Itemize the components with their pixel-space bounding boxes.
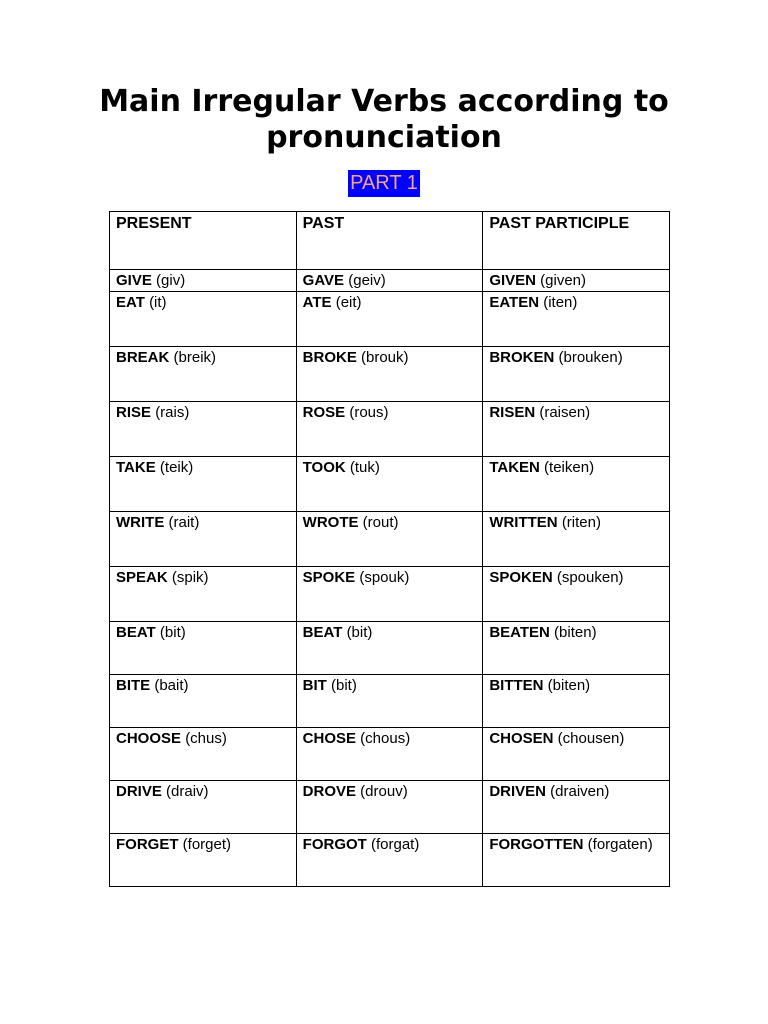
verb-pronunciation: (teiken) [544, 459, 595, 476]
verb-pronunciation: (rous) [349, 404, 389, 421]
verb-pronunciation: (eit) [335, 294, 362, 311]
verb-word: CHOSEN [489, 730, 554, 747]
verb-word: GIVE [116, 272, 152, 289]
verb-pronunciation: (bait) [154, 677, 189, 694]
verb-word: BITE [116, 677, 151, 694]
verb-pronunciation: (teik) [159, 459, 194, 476]
verb-word: SPOKE [302, 569, 356, 586]
verb-word: TOOK [302, 459, 346, 476]
cell-past-participle [483, 834, 670, 887]
verb-pronunciation: (bit) [159, 624, 186, 641]
verb-word: RISEN [489, 404, 536, 421]
verb-word: FORGOT [302, 836, 367, 853]
cell-present [110, 728, 297, 781]
verb-pronunciation: (giv) [156, 272, 186, 289]
cell-present [110, 347, 297, 402]
cell-present [110, 622, 297, 675]
cell-past-participle [483, 347, 670, 402]
cell-present [110, 457, 297, 512]
verb-word: BEATEN [489, 624, 550, 641]
verb-pronunciation: (brouken) [558, 349, 623, 366]
verb-word: DRIVE [116, 783, 162, 800]
cell-past [296, 675, 483, 728]
cell-past [296, 834, 483, 887]
page-title: Main Irregular Verbs according to pronunciation [99, 84, 669, 155]
header-past: PAST [296, 212, 483, 270]
verb-word: GAVE [302, 272, 345, 289]
verb-word: ATE [302, 294, 332, 311]
cell-past [296, 292, 483, 347]
verb-pronunciation: (raisen) [539, 404, 591, 421]
cell-past-participle [483, 402, 670, 457]
verb-word: FORGET [116, 836, 179, 853]
verb-pronunciation: (forgaten) [587, 836, 653, 853]
verb-word: EATEN [489, 294, 540, 311]
verb-word: DROVE [302, 783, 356, 800]
cell-past-participle [483, 675, 670, 728]
table-header-row [110, 212, 670, 270]
verb-pronunciation: (biten) [554, 624, 597, 641]
header-present: PRESENT [110, 212, 297, 270]
verb-word: FORGOTTEN [489, 836, 584, 853]
verb-word: WRITTEN [489, 514, 558, 531]
verb-word: WROTE [302, 514, 359, 531]
verb-pronunciation: (breik) [173, 349, 217, 366]
cell-present [110, 567, 297, 622]
verb-pronunciation: (draiv) [166, 783, 209, 800]
verb-word: SPEAK [116, 569, 168, 586]
verb-word: BROKEN [489, 349, 555, 366]
table-row [110, 512, 670, 567]
verb-pronunciation: (spik) [171, 569, 209, 586]
verb-word: SPOKEN [489, 569, 553, 586]
verb-word: CHOOSE [116, 730, 182, 747]
verb-word: BEAT [302, 624, 343, 641]
cell-past [296, 728, 483, 781]
cell-past [296, 567, 483, 622]
verb-pronunciation: (iten) [543, 294, 578, 311]
table-row [110, 781, 670, 834]
verb-word: BROKE [302, 349, 357, 366]
cell-present [110, 402, 297, 457]
verb-pronunciation: (rais) [155, 404, 190, 421]
verb-pronunciation: (spouken) [556, 569, 624, 586]
cell-past-participle [483, 622, 670, 675]
table-row [110, 402, 670, 457]
cell-past [296, 622, 483, 675]
verb-word: TAKEN [489, 459, 540, 476]
cell-present [110, 292, 297, 347]
verb-pronunciation: (rout) [362, 514, 399, 531]
verb-word: RISE [116, 404, 152, 421]
verb-pronunciation: (bit) [346, 624, 373, 641]
table-row [110, 457, 670, 512]
verb-pronunciation: (rait) [168, 514, 200, 531]
cell-past-participle [483, 781, 670, 834]
verb-word: ROSE [302, 404, 346, 421]
verb-word: CHOSE [302, 730, 356, 747]
verb-word: GIVEN [489, 272, 536, 289]
cell-past [296, 270, 483, 292]
part-label: PART 1 [348, 170, 420, 197]
table-row [110, 270, 670, 292]
verb-pronunciation: (spouk) [359, 569, 410, 586]
verb-word: WRITE [116, 514, 165, 531]
cell-past-participle [483, 567, 670, 622]
header-past-participle: PAST PARTICIPLE [483, 212, 670, 270]
verb-pronunciation: (geiv) [348, 272, 386, 289]
verb-pronunciation: (forget) [182, 836, 232, 853]
cell-present [110, 781, 297, 834]
verbs-table [109, 211, 670, 887]
table-row [110, 567, 670, 622]
cell-present [110, 270, 297, 292]
cell-past-participle [483, 457, 670, 512]
cell-present [110, 512, 297, 567]
cell-past [296, 347, 483, 402]
cell-past [296, 512, 483, 567]
verb-pronunciation: (biten) [547, 677, 591, 694]
table-row [110, 622, 670, 675]
verb-word: BIT [302, 677, 327, 694]
verb-pronunciation: (forgat) [371, 836, 420, 853]
verb-word: BREAK [116, 349, 170, 366]
cell-past [296, 781, 483, 834]
verb-pronunciation: (brouk) [361, 349, 409, 366]
verb-pronunciation: (tuk) [349, 459, 380, 476]
verb-word: TAKE [116, 459, 156, 476]
cell-present [110, 675, 297, 728]
table-row [110, 834, 670, 887]
table-row [110, 347, 670, 402]
cell-past-participle [483, 728, 670, 781]
verb-pronunciation: (chus) [185, 730, 227, 747]
table-row [110, 728, 670, 781]
cell-present [110, 834, 297, 887]
part-label-wrap [0, 170, 768, 197]
verb-pronunciation: (given) [540, 272, 587, 289]
verb-pronunciation: (chousen) [557, 730, 625, 747]
verb-pronunciation: (draiven) [550, 783, 610, 800]
verb-word: EAT [116, 294, 145, 311]
verb-pronunciation: (bit) [331, 677, 357, 694]
verb-pronunciation: (riten) [561, 514, 601, 531]
table-row [110, 292, 670, 347]
verb-word: DRIVEN [489, 783, 546, 800]
table-row [110, 675, 670, 728]
cell-past [296, 457, 483, 512]
verb-pronunciation: (chous) [360, 730, 411, 747]
cell-past-participle [483, 292, 670, 347]
verb-word: BITTEN [489, 677, 544, 694]
cell-past [296, 402, 483, 457]
verb-pronunciation: (drouv) [360, 783, 408, 800]
cell-past-participle [483, 270, 670, 292]
verb-word: BEAT [116, 624, 156, 641]
cell-past-participle [483, 512, 670, 567]
verb-pronunciation: (it) [149, 294, 167, 311]
